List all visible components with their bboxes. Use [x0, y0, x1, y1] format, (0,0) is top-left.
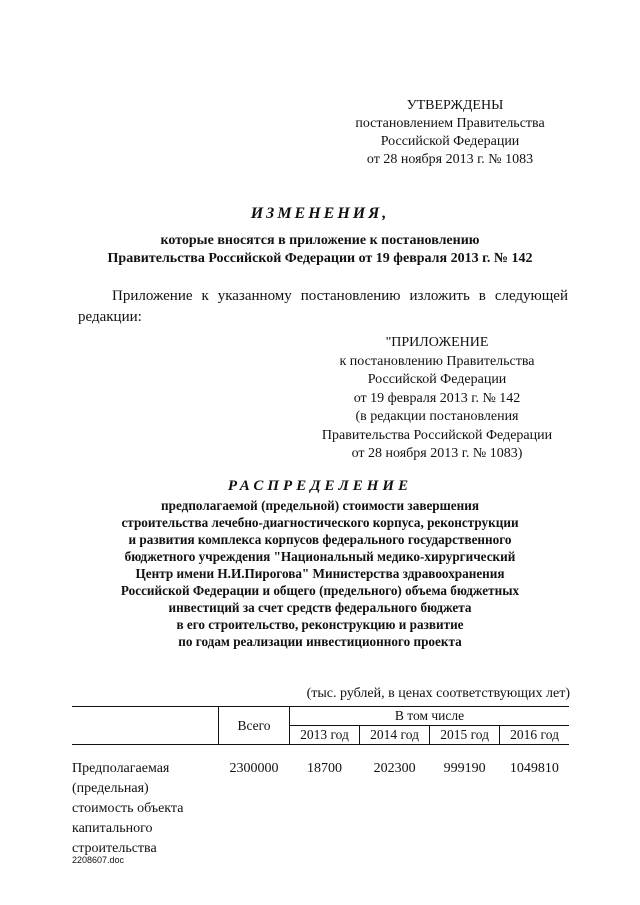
annex-line-6: Правительства Российской Федерации — [321, 427, 553, 443]
footer-doc-id: 2208607.doc — [72, 855, 125, 865]
title-main: ИЗМЕНЕНИЯ, — [250, 205, 390, 222]
header-year-2015: 2015 год — [430, 726, 500, 745]
header-year-2014: 2014 год — [360, 726, 430, 745]
title-line-1: которые вносятся в приложение к постановлению — [160, 233, 480, 248]
row-total: 2300000 — [229, 761, 279, 776]
header-name-cell — [72, 707, 219, 745]
table-unit-note: (тыс. рублей, в ценах соответствующих лет) — [306, 686, 570, 701]
distribution-line-5: Центр имени Н.И.Пирогова" Министерства здравоохранения — [135, 566, 505, 581]
header-year-2016: 2016 год — [500, 726, 569, 745]
intro-line-2: редакции: — [78, 309, 142, 325]
distribution-line-1: предполагаемой (предельной) стоимости завершения — [161, 498, 479, 513]
distribution-line-2: строительства лечебно-диагностического корпуса, реконструкции — [121, 515, 519, 530]
title-line-2: Правительства Российской Федерации от 19 февраля 2013 г. № 142 — [107, 251, 533, 266]
approval-heading: УТВЕРЖДЕНЫ — [406, 98, 504, 113]
intro-line-1: Приложение к указанному постановлению изложить в следующей — [112, 288, 568, 304]
row-value-2016: 1049810 — [509, 761, 559, 776]
distribution-description — [70, 497, 570, 650]
document-title — [70, 205, 570, 268]
annex-line-7: от 28 ноября 2013 г. № 1083) — [351, 446, 523, 461]
distribution-line-4: бюджетного учреждения "Национальный медико-хирургический — [124, 549, 516, 564]
row-name — [72, 745, 219, 860]
distribution-line-9: по годам реализации инвестиционного проекта — [178, 634, 462, 649]
approval-line-1: постановлением Правительства — [355, 116, 545, 131]
row-name-line-4: капитального — [72, 821, 153, 836]
annex-line-2: к постановлению Правительства — [339, 353, 535, 369]
distribution-heading: РАСПРЕДЕЛЕНИЕ — [227, 478, 413, 494]
annex-line-5: (в редакции постановления — [355, 409, 519, 424]
distribution-line-8: в его строительство, реконструкцию и развитие — [176, 617, 464, 632]
row-name-line-1: Предполагаемая — [72, 761, 170, 776]
row-value-2015: 999190 — [443, 761, 486, 776]
intro-paragraph — [78, 286, 568, 328]
approval-line-3: от 28 ноября 2013 г. № 1083 — [366, 152, 534, 167]
annex-line-3: Российской Федерации — [367, 372, 507, 387]
distribution-line-7: инвестиций за счет средств федерального бюджета — [168, 600, 472, 615]
distribution-line-6: Российской Федерации и общего (предельного) объема бюджетных — [120, 583, 520, 598]
annex-header — [297, 334, 577, 464]
row-name-line-3: стоимость объекта — [72, 801, 184, 816]
row-value-2014: 202300 — [373, 761, 416, 776]
approval-line-2: Российской Федерации — [380, 134, 520, 149]
header-year-2013: 2013 год — [290, 726, 360, 745]
row-value-2013: 18700 — [307, 761, 343, 776]
header-group: В том числе — [290, 707, 570, 726]
distribution-table — [72, 706, 569, 859]
row-name-line-5: строительства — [72, 841, 157, 856]
annex-line-4: от 19 февраля 2013 г. № 142 — [353, 390, 521, 406]
distribution-line-3: и развития комплекса корпусов федерального государственного — [128, 532, 512, 547]
table-row — [72, 745, 569, 860]
row-name-line-2: (предельная) — [72, 781, 149, 796]
header-total: Всего — [219, 707, 290, 745]
approval-stamp — [330, 97, 570, 169]
table-header-row — [72, 707, 569, 726]
annex-line-1: "ПРИЛОЖЕНИЕ — [385, 335, 489, 350]
